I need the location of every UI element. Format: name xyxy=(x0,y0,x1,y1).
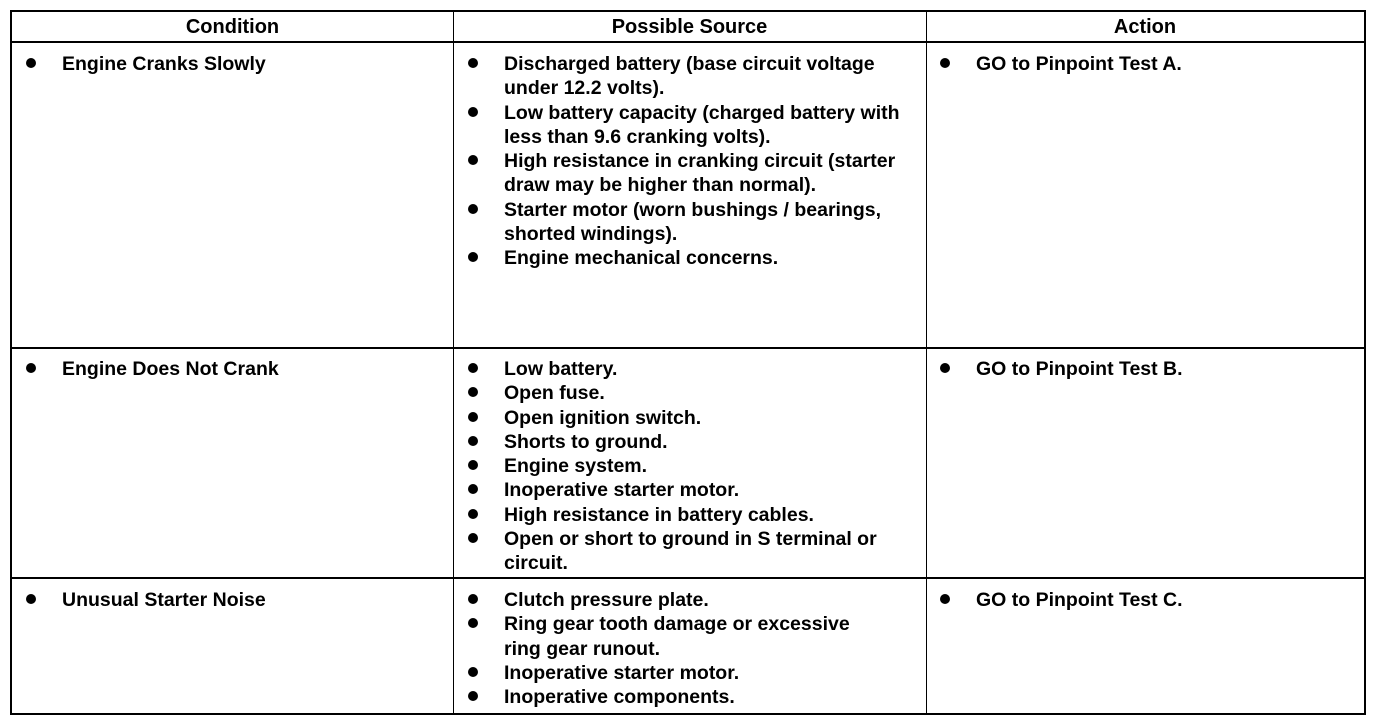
condition-text: Engine Cranks Slowly xyxy=(62,53,266,75)
bullet-icon xyxy=(940,58,950,68)
list-item: Low battery capacity (charged battery with less than 9.6 cranking volts). xyxy=(464,101,904,150)
bullet-icon xyxy=(26,58,36,68)
table-header xyxy=(12,12,1364,43)
action-text: GO to Pinpoint Test B. xyxy=(976,358,1183,380)
column-divider xyxy=(926,12,927,713)
row-divider xyxy=(12,347,1364,349)
bullet-icon xyxy=(940,363,950,373)
list-item: Open or short to ground in S terminal or circuit. xyxy=(464,527,884,576)
list-item: Low battery. xyxy=(464,357,884,381)
list-item: Inoperative components. xyxy=(464,685,884,709)
list-item: Engine system. xyxy=(464,454,884,478)
list-item: High resistance in cranking circuit (starter draw may be higher than normal). xyxy=(464,149,904,198)
list-item: Inoperative starter motor. xyxy=(464,478,884,502)
condition-text: Engine Does Not Crank xyxy=(62,358,279,380)
table-row-3-sources xyxy=(464,588,884,709)
header-condition: Condition xyxy=(185,16,280,38)
bullet-icon xyxy=(468,509,478,519)
action-text: GO to Pinpoint Test A. xyxy=(976,53,1182,75)
list-item: Open fuse. xyxy=(464,381,884,405)
table-row-3-action xyxy=(936,588,1356,612)
row-divider xyxy=(12,577,1364,579)
table-row-2-sources xyxy=(464,357,884,576)
bullet-icon xyxy=(468,667,478,677)
bullet-icon xyxy=(468,412,478,422)
bullet-icon xyxy=(468,363,478,373)
list-item: Engine mechanical concerns. xyxy=(464,246,904,270)
bullet-icon xyxy=(468,155,478,165)
list-item: Shorts to ground. xyxy=(464,430,884,454)
list-item: Ring gear tooth damage or excessive ring gear runout. xyxy=(464,612,884,661)
bullet-icon xyxy=(468,252,478,262)
diagnosis-table xyxy=(10,10,1366,715)
bullet-icon xyxy=(468,204,478,214)
table-row-2-action xyxy=(936,357,1356,381)
bullet-icon xyxy=(468,533,478,543)
table-row-1-sources xyxy=(464,52,904,271)
table-row-1-action xyxy=(936,52,1356,76)
condition-text: Unusual Starter Noise xyxy=(62,589,266,611)
list-item: Starter motor (worn bushings / bearings, shorted windings). xyxy=(464,198,904,247)
bullet-icon xyxy=(468,58,478,68)
column-divider xyxy=(453,12,454,713)
list-item: Open ignition switch. xyxy=(464,406,884,430)
bullet-icon xyxy=(468,594,478,604)
bullet-icon xyxy=(26,594,36,604)
table-row-3-condition xyxy=(22,588,442,612)
header-action: Action xyxy=(1113,16,1177,38)
list-item: Discharged battery (base circuit voltage under 12.2 volts). xyxy=(464,52,904,101)
bullet-icon xyxy=(468,691,478,701)
bullet-icon xyxy=(468,460,478,470)
bullet-icon xyxy=(468,436,478,446)
bullet-icon xyxy=(468,107,478,117)
bullet-icon xyxy=(468,387,478,397)
action-text: GO to Pinpoint Test C. xyxy=(976,589,1183,611)
bullet-icon xyxy=(468,484,478,494)
list-item: Clutch pressure plate. xyxy=(464,588,884,612)
table-row-1-condition xyxy=(22,52,442,76)
list-item: Inoperative starter motor. xyxy=(464,661,884,685)
bullet-icon xyxy=(940,594,950,604)
bullet-icon xyxy=(26,363,36,373)
table-row-2-condition xyxy=(22,357,442,381)
header-possible-source: Possible Source xyxy=(611,16,768,38)
list-item: High resistance in battery cables. xyxy=(464,503,884,527)
bullet-icon xyxy=(468,618,478,628)
